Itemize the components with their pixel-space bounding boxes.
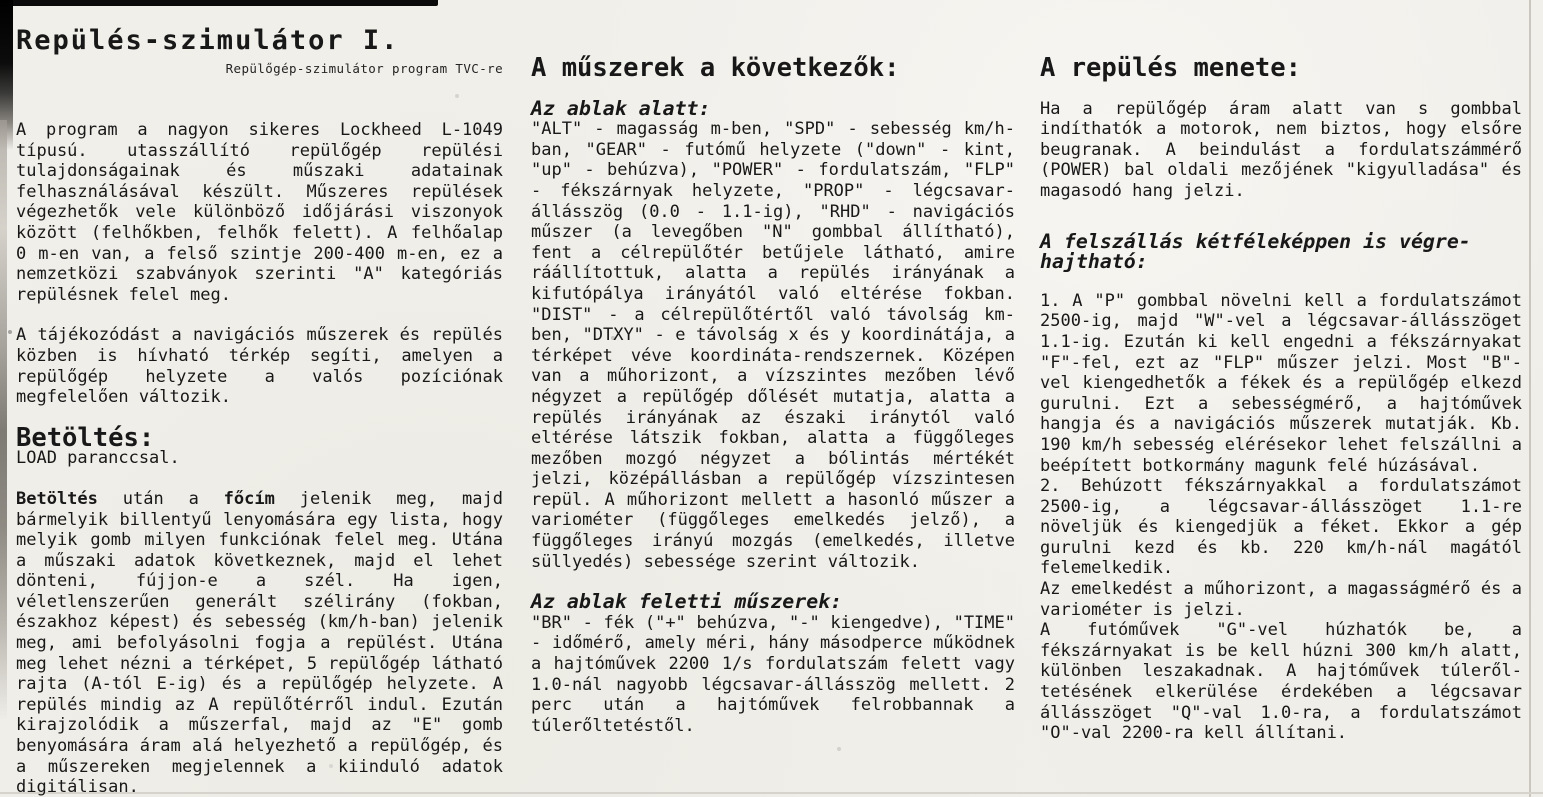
paragraph-takeoff-method-1: 1. A "P" gombbal növelni kell a fordulatszámot 2500-ig, majd "W"-vel a légcsavar-állásszöget 1.1-ig. Ezután ki kell engedni a fékszárnyakat "F"-fel, ezt az "FLP" műszer jelzi. Most "B"-vel kiengedhetők a fékek és a repülőgép elkezd gurulni. Ezt a sebességmérő, a hajtóművek hangja és a navigációs műszerek mutatják. Kb. 190 km/h sebesség elérésekor lehet felszállni a beépített botkormány magunk felé húzásával. <box>1040 290 1522 476</box>
paragraph-load-command: LOAD paranccsal. <box>16 448 180 469</box>
subheading-below-window: Az ablak alatt: <box>531 96 711 120</box>
paragraph-navigation-map: A tájékozódást a navigációs műszerek és repülés közben is hívható térkép segíti, amelyen a repülőgép helyzete a valós pozíciónak megfelelően változik. <box>16 325 503 408</box>
scan-edge-right-line <box>1529 0 1531 797</box>
paragraph-program-intro: A program a nagyon sikeres Lockheed L-1049 típusú. utasszállító repülőgép repülési tulajdonságainak és műszaki adatainak felhasználásával készült. Műszeres repülések végezhetők vele különböző időjárási viszonyok között (felhőkben, felhők felett). A felhőalap 0 m-en van, a felső szintje 200-400 m-en, ez a nemzetközi szabványok szerinti "A" kategóriás repülésnek felel meg. <box>16 120 503 305</box>
bold-word-focim: főcím <box>223 488 275 509</box>
scan-edge-left-fade <box>0 120 7 720</box>
scan-noise-specks <box>0 0 2 2</box>
subheading-takeoff <box>1040 229 1522 274</box>
heading-instruments: A műszerek a következők: <box>531 53 900 83</box>
paragraph-gear-and-flaps: A futóművek "G"-vel húzhatók be, a fékszárnyakat is be kell húzni 300 km/h alatt, különben leszakadnak. A hajtóművek túleről- tetésének elkerülése érdekében a légcsavar állásszöget "Q"-val 1.0-ra, a fordulatszámot "O"-val 2200-ra kell állítani. <box>1040 620 1522 744</box>
bold-word-betoltes: Betöltés <box>16 488 98 509</box>
page-subtitle: Repülőgép-szimulátor program TVC-re <box>225 61 503 76</box>
paragraph-instruments-below-window: "ALT" - magasság m-ben, "SPD" - sebesség km/h-ban, "GEAR" - futómű helyzete ("down" - kint, "up" - behúzva), "POWER" - fordulatszám, "FLP" - fékszárnyak helyzete, "PROP" - légcsavar-állásszög (0.0 - 1.1-ig), "RHD" - navigációs műszer (a levegőben "N" gombbal állítható), fent a célrepülőtér betűjele látható, amire ráállítottuk, alatta a repülés irányának a kifutópálya irányától való eltérése fokban. "DIST" - a célrepülőtértől való távolság km-ben, "DTXY" - e távolság x és y koordinátája, a térképet véve koordináta-rendszernek. Középen van a műhorizont, a vízszintes mezőben lévő négyzet a repülőgép dőlését mutatja, alatta a repülés irányának az északi iránytól való eltérése látszik fokban, alatta a függőleges mezőben mozgó négyzet a bólintás mértékét jelzi, középállásban a repülőgép vízszintesen repül. A műhorizont mellett a hasonló műszer a variométer (függőleges emelkedés jelző), a függőleges irányú mozgás (emelkedés, illetve süllyedés) sebessége szerint változik. <box>531 119 1015 572</box>
subheading-takeoff-line2: hajtható: <box>1040 250 1148 274</box>
scan-edge-top <box>8 0 438 6</box>
subheading-takeoff-line1: A felszállás kétféleképpen is végre- <box>1040 229 1471 253</box>
paragraph-engine-start: Ha a repülőgép áram alatt van s gombbal indíthatók a motorok, nem biztos, hogy elsőre beugranak. A beindulást a fordulatszámmérő (POWER) bal oldali mezőjének "kigyulladása" és magasodó hang jelzi. <box>1040 98 1522 201</box>
text-segment: után a <box>97 488 224 509</box>
heading-flight-procedure: A repülés menete: <box>1040 53 1301 83</box>
text-segment: jelenik meg, majd bármelyik billentyű lenyomására egy lista, hogy melyik gomb milyen funkciónak felel meg. Utána a műszaki adatok következnek, majd el lehet dönteni, fújjon-e a szél. Ha igen, véletlenszerűen generált szélirány (fokban, északhoz képest) és sebesség (km/h-ban) jelenik meg, ami befolyásolni fogja a repülést. Utána meg lehet nézni a térképet, 5 repülőgép látható rajta (A-tól E-ig) és a repülőgép helyzete. A repülés mindig az A repülőtérről indul. Ezután kirajzolódik a műszerfal, majd az "E" gomb benyomására áram alá helyezhető a repülőgép, és a műszereken megjelennek a kiinduló adatok digitálisan. <box>16 488 503 797</box>
column-right <box>1040 53 1522 744</box>
paragraph-takeoff-method-2: 2. Behúzott fékszárnyakkal a fordulatszámot 2500-ig, a légcsavar-állásszöget 1.1-re növeljük és kiengedjük a féket. Ekkor a gép gurulni kezd és kb. 220 km/h-nál magától felemelkedik. <box>1040 476 1522 579</box>
column-left <box>16 120 503 797</box>
paragraph-instruments-above-window: "BR" - fék ("+" behúzva, "-" kiengedve), "TIME" - időmérő, amely méri, hány másodperce működnek a hajtóművek 2200 1/s fordulatszám felett vagy 1.0-nál nagyobb légcsavar-állásszög mellett. 2 perc után a hajtóművek felrobbannak a túlerőltetéstől. <box>531 612 1015 736</box>
heading-betoltes: Betöltés: <box>16 422 155 453</box>
paragraph-climb-indicators: Az emelkedést a műhorizont, a magasságmérő és a variométer is jelzi. <box>1040 579 1522 620</box>
page-title: Repülés-szimulátor I. <box>16 25 400 57</box>
subheading-above-window: Az ablak feletti műszerek: <box>531 590 843 614</box>
column-middle <box>531 53 1015 736</box>
paragraph-after-load <box>16 489 503 797</box>
